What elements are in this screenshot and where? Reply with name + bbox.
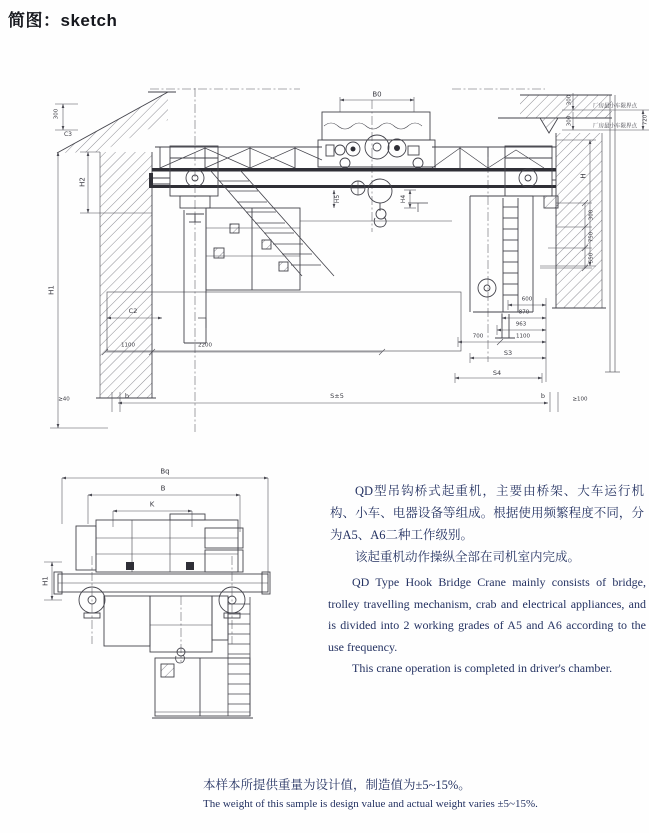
dim-label-h1-side: H1 xyxy=(41,576,50,586)
side-cab xyxy=(152,658,253,718)
description-en-paragraph-1: QD Type Hook Bridge Crane mainly consists of bridge, trolley travelling mechanism, crab and electrical appliances, and is divided into 2 working grades of A5 and A6 according to the use frequency. xyxy=(328,575,646,654)
description-cn-paragraph-1: QD型吊钩桥式起重机，主要由桥架、大车运行机构、小车、电器设备等组成。根据使用频繁程度不同，分为A5、A6二种工作级别。 xyxy=(330,484,644,542)
dim-label-1100-left: 1100 xyxy=(121,342,135,349)
description-chinese xyxy=(330,480,644,568)
dim-label-300-right: 300 xyxy=(588,209,595,221)
dim-label-b-left: b xyxy=(124,391,130,400)
dim-label-k: K xyxy=(149,500,155,509)
description-english xyxy=(328,572,646,680)
dim-label-h1: H1 xyxy=(47,285,56,295)
dim-label-b-side: B xyxy=(160,484,166,493)
roof-clearance-note-bottom: 厂房最小车限界点 xyxy=(592,123,638,130)
dim-label-1100-right: 1100 xyxy=(516,333,530,340)
dim-label-h4: H4 xyxy=(400,194,407,204)
footnote-english: The weight of this sample is design value and actual weight varies ±5~15%. xyxy=(203,798,538,810)
drivers-cab xyxy=(107,208,461,351)
dim-label-c2: C2 xyxy=(128,306,138,315)
dim-label-h5: H5 xyxy=(334,194,341,204)
roof-clearance-note-top: 厂房最小车限界点 xyxy=(592,103,638,110)
dim-label-600: 600 xyxy=(521,296,533,303)
dim-label-300-top-left: 300 xyxy=(53,108,60,120)
dim-label-720: 720 xyxy=(642,114,649,126)
dim-label-870: 870 xyxy=(518,309,530,316)
right-column xyxy=(470,196,533,338)
right-wall xyxy=(498,95,620,372)
trolley xyxy=(318,112,436,168)
dim-label-bq: Bq xyxy=(160,467,170,476)
dim-label-963: 963 xyxy=(515,321,527,328)
dim-label-750: 750 xyxy=(588,231,595,243)
side-trolley xyxy=(76,514,243,572)
page-title: 简图：sketch xyxy=(8,11,118,30)
dim-label-700: 700 xyxy=(472,333,484,340)
main-elevation-view xyxy=(47,88,649,432)
dim-label-h: H xyxy=(579,173,588,179)
dim-label-s4: S4 xyxy=(492,368,502,377)
side-underframe xyxy=(104,596,228,663)
weight-footnote xyxy=(203,776,593,813)
side-ladder xyxy=(228,597,250,716)
description-en-paragraph-2: This crane operation is completed in driver's chamber. xyxy=(352,661,613,675)
side-end-view xyxy=(41,478,270,718)
dim-label-min-right: ≥100 xyxy=(572,396,588,403)
side-dimension-lines xyxy=(41,478,268,600)
dim-label-b0: B0 xyxy=(372,90,382,99)
dim-label-300-roof-bottom: 300 xyxy=(566,115,573,127)
dim-label-b-right: b xyxy=(540,391,546,400)
footnote-chinese: 本样本所提供重量为设计值，制造值为±5~15%。 xyxy=(203,778,471,792)
dim-label-550: 550 xyxy=(588,252,595,264)
dim-label-min-left: ≥40 xyxy=(58,396,70,403)
dim-label-h2: H2 xyxy=(78,177,87,187)
dim-label-span: S±5 xyxy=(330,391,344,400)
dim-label-c3: C3 xyxy=(63,131,73,138)
description-cn-paragraph-2: 该起重机动作操纵全部在司机室内完成。 xyxy=(355,550,581,564)
dim-label-2200: 2200 xyxy=(198,342,212,349)
side-end-carriage xyxy=(54,572,270,618)
dim-label-s3: S3 xyxy=(503,348,513,357)
dim-label-300-roof-top: 300 xyxy=(566,94,573,106)
